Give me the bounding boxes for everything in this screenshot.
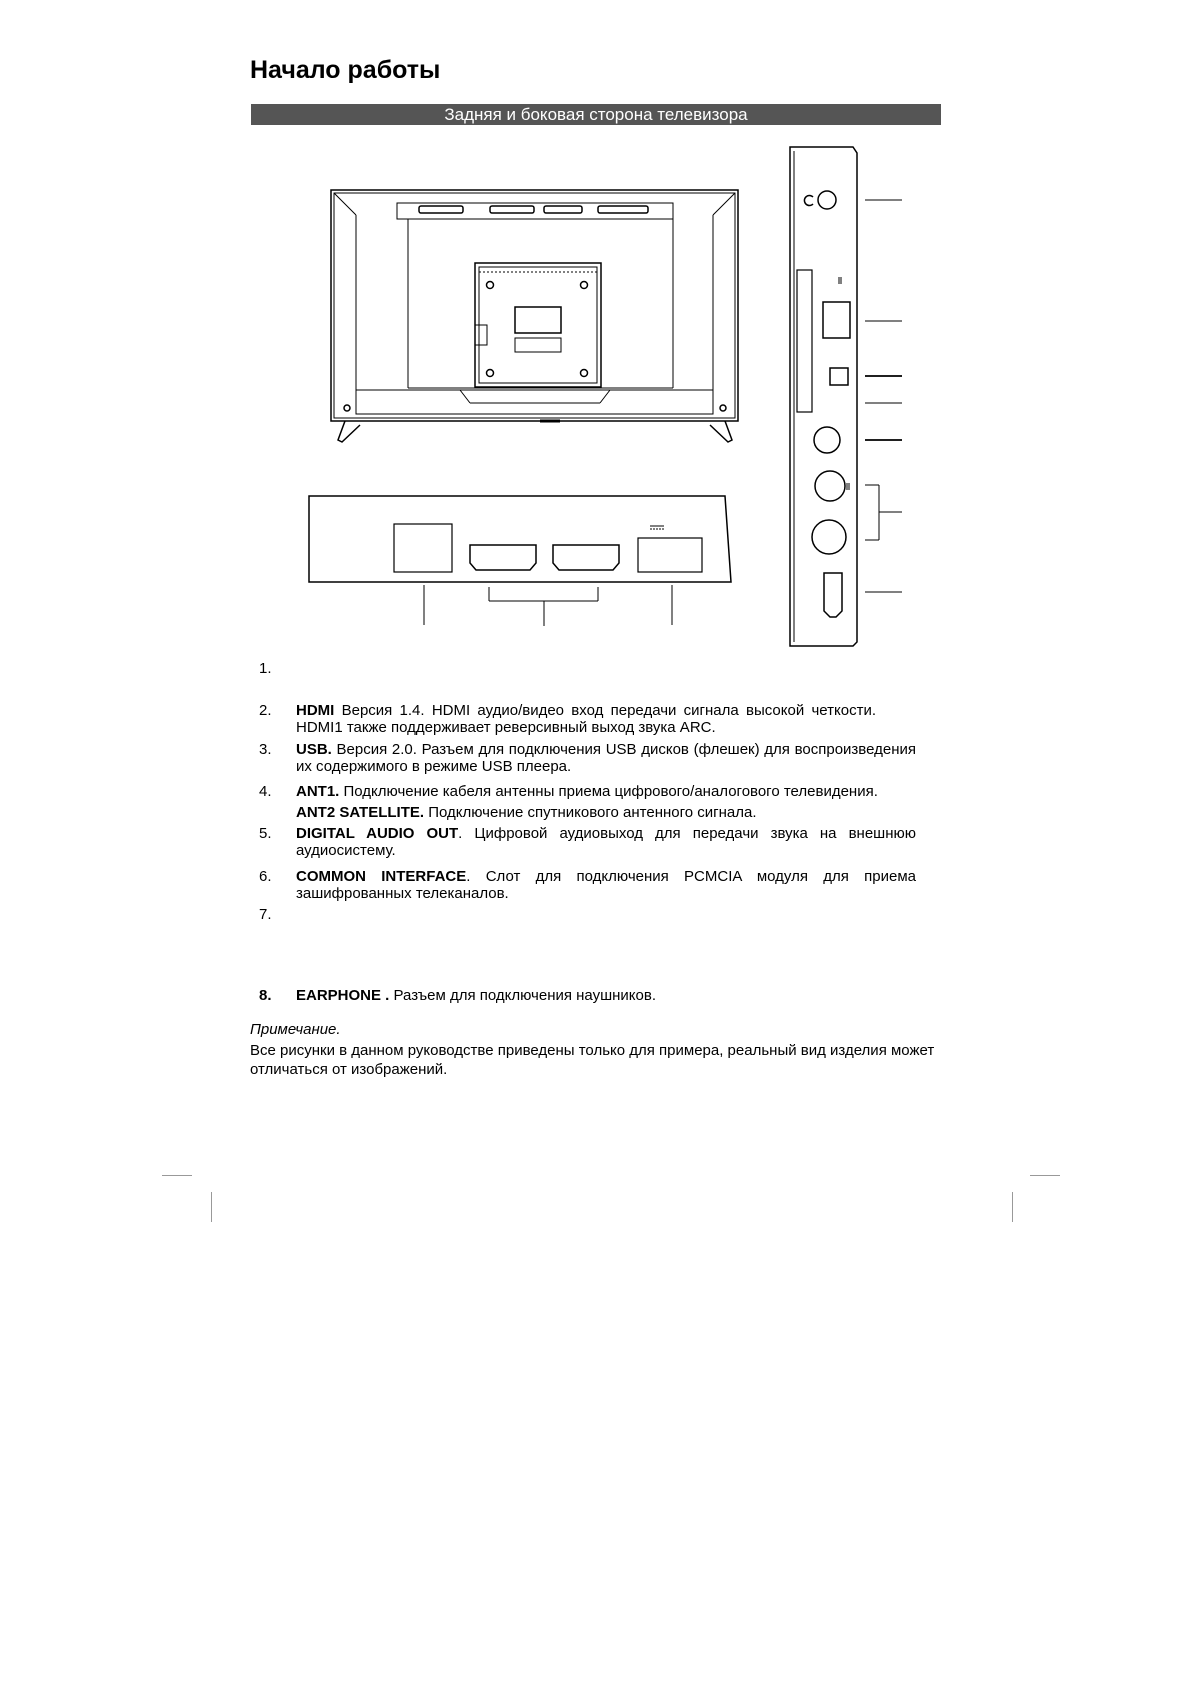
note-text: Все рисунки в данном руководстве приведены только для примера, реальный вид изделия может отличаться от изображений. — [250, 1042, 935, 1078]
item-number: 3. — [259, 741, 272, 758]
note-heading: Примечание. — [250, 1021, 341, 1038]
crop-mark — [1012, 1192, 1013, 1222]
crop-mark — [162, 1175, 192, 1176]
item-description: Подключение кабеля антенны приема цифрового/аналогового телевидения. — [339, 783, 878, 800]
section-title-bar: Задняя и боковая сторона телевизора — [251, 104, 941, 125]
item-description-2: Подключение спутникового антенного сигнала. — [424, 804, 757, 821]
item-number: 2. — [259, 702, 272, 719]
item-term: ANT1. — [296, 783, 340, 800]
item-description: Версия 2.0. Разъем для подключения USB дисков (флешек) для воспроизведения их содержимого в режиме USB плеера. — [296, 741, 916, 775]
item-number: 1. — [259, 660, 272, 677]
item-number: 5. — [259, 825, 272, 842]
bottom-connector-panel-drawing — [309, 496, 731, 626]
item-number: 4. — [259, 783, 272, 800]
item-term: HDMI — [296, 702, 335, 719]
tv-rear-side-diagram — [0, 0, 1190, 680]
page-title: Начало работы — [250, 56, 441, 84]
tv-back-drawing — [331, 190, 738, 442]
item-term: USB. — [296, 741, 332, 758]
crop-mark — [211, 1192, 212, 1222]
item-description: . Слот для подключения PCMCIA модуля для приема зашифрованных телеканалов. — [296, 868, 916, 902]
item-number: 6. — [259, 868, 272, 885]
item-term-2: ANT2 SATELLITE. — [296, 804, 425, 821]
item-term: EARPHONE . — [296, 987, 390, 1004]
side-connector-panel-drawing — [790, 147, 902, 646]
item-description: Версия 1.4. HDMI аудио/видео вход передачи сигнала высокой четкости. HDMI1 также поддерживает реверсивный выход звука ARC. — [296, 702, 876, 736]
item-number: 8. — [259, 987, 272, 1004]
item-description: . Цифровой аудиовыход для передачи звука на внешнюю аудиосистему. — [296, 825, 916, 859]
item-term: COMMON INTERFACE — [296, 868, 467, 885]
item-description: Разъем для подключения наушников. — [389, 987, 657, 1004]
item-number: 7. — [259, 906, 272, 923]
crop-mark — [1030, 1175, 1060, 1176]
item-term: DIGITAL AUDIO OUT — [296, 825, 459, 842]
